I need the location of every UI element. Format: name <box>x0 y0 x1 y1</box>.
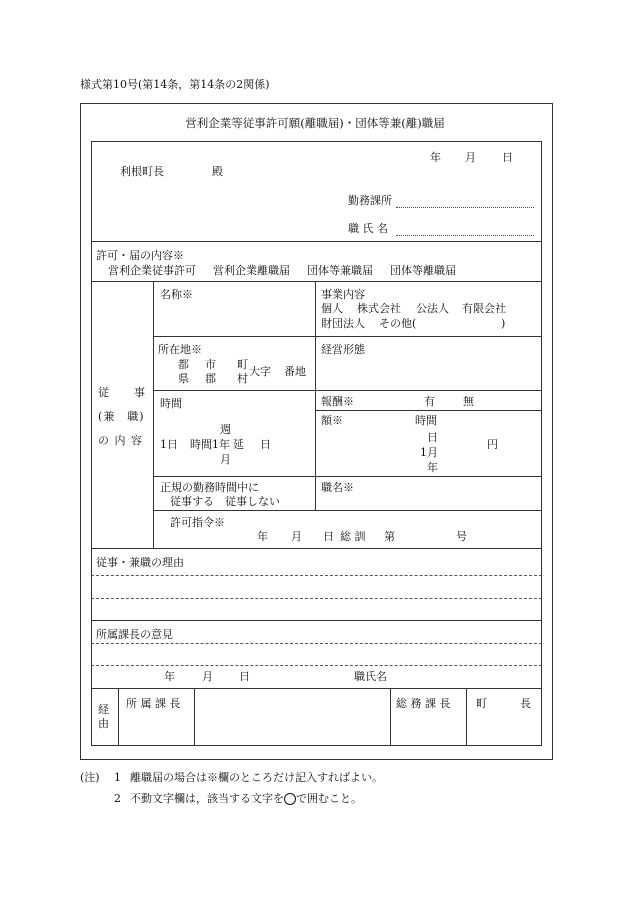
divider <box>91 241 542 242</box>
time-day: 1日 <box>160 438 178 451</box>
loc-banchi: 番地 <box>284 365 306 378</box>
form-table <box>91 141 542 746</box>
pay-no[interactable]: 無 <box>463 395 474 408</box>
form-number: 様式第10号(第14条，第14条の2関係) <box>80 78 270 91</box>
notes-prefix: (注) <box>80 771 100 784</box>
divider <box>194 688 195 746</box>
opinion-day: 日 <box>239 670 250 683</box>
amount-day: 日 <box>427 431 438 444</box>
time-days: 日 <box>260 438 271 451</box>
divider <box>466 688 467 746</box>
mayor-label-2: 長 <box>520 697 531 710</box>
divider <box>91 620 542 621</box>
note-2-number: 2 <box>114 792 121 805</box>
divider <box>91 688 542 689</box>
business-opt-other[interactable]: その他( <box>379 317 417 330</box>
divider <box>153 390 542 391</box>
time-year: 1年 <box>212 438 230 451</box>
department-field[interactable] <box>396 207 534 208</box>
order-year: 年 <box>257 530 268 543</box>
date-day: 日 <box>502 151 513 164</box>
department-label: 勤務課所 <box>348 194 392 207</box>
business-opt-individual[interactable]: 個人 <box>321 302 343 315</box>
note-1-number: 1 <box>114 771 121 784</box>
reason-line[interactable] <box>91 598 542 599</box>
divider <box>390 688 391 746</box>
permit-option-3[interactable]: 団体等兼職届 <box>307 264 373 277</box>
loc-shi: 市 <box>205 358 216 371</box>
amount-year: 年 <box>427 461 438 474</box>
pay-label: 報酬※ <box>321 395 354 408</box>
loc-son: 村 <box>237 372 248 385</box>
reason-line[interactable] <box>91 575 542 576</box>
divider <box>153 476 542 477</box>
engagement-label-1: 従 事 <box>98 386 146 399</box>
permit-option-2[interactable]: 営利企業離職届 <box>213 264 290 277</box>
time-total: 延 <box>233 438 244 451</box>
form-title: 営利企業等従事許可願(離職届)・団体等兼(離)職届 <box>185 116 445 130</box>
management-label: 経営形態 <box>321 343 365 356</box>
business-label: 事業内容 <box>321 288 365 301</box>
opinion-name-label: 職氏名 <box>354 670 387 683</box>
note-2-text-b: で囲むこと。 <box>296 792 362 805</box>
addressee: 利根町長 <box>120 165 164 178</box>
date-month: 月 <box>465 151 476 164</box>
order-kind: 総 訓 <box>340 530 366 543</box>
divider <box>153 336 542 337</box>
amount-hours: 時間 <box>415 414 437 427</box>
divider <box>118 688 119 746</box>
loc-aza: 大字 <box>249 365 271 378</box>
order-go: 号 <box>456 530 467 543</box>
addressee-suffix: 殿 <box>212 165 223 178</box>
opinion-year: 年 <box>164 670 175 683</box>
opinion-month: 月 <box>202 670 213 683</box>
regular-hours-label: 正規の勤務時間中に <box>160 481 259 494</box>
permit-label: 許可・届の内容※ <box>96 249 184 262</box>
opinion-line[interactable] <box>91 665 542 666</box>
note-2 <box>130 792 362 805</box>
loc-ken: 県 <box>178 372 189 385</box>
amount-month: 1月 <box>420 446 438 459</box>
business-opt-foundation[interactable]: 財団法人 <box>321 317 365 330</box>
time-hours: 時間 <box>190 438 212 451</box>
loc-to: 都 <box>178 358 189 371</box>
note-2-text-a: 不動文字欄は，該当する文字を <box>130 792 284 805</box>
order-day: 日 <box>323 530 334 543</box>
loc-gun: 郡 <box>205 372 216 385</box>
regular-hours-options[interactable]: 従事する 従事しない <box>170 495 280 508</box>
opinion-label: 所属課長の意見 <box>96 628 173 641</box>
divider <box>153 510 542 511</box>
date-year: 年 <box>430 151 441 164</box>
pay-yes[interactable]: 有 <box>424 395 435 408</box>
business-opt-yk[interactable]: 有限会社 <box>462 302 506 315</box>
divider <box>153 281 154 548</box>
section-chief-label: 所 属 課 長 <box>126 697 181 710</box>
time-label: 時間 <box>160 397 182 410</box>
post-label: 職名※ <box>321 481 354 494</box>
business-opt-public[interactable]: 公法人 <box>416 302 449 315</box>
business-opt-kk[interactable]: 株式会社 <box>357 302 401 315</box>
engagement-label-3: の 内 容 <box>98 434 143 447</box>
permit-option-1[interactable]: 営利企業従事許可 <box>108 264 196 277</box>
order-month: 月 <box>291 530 302 543</box>
name-label: 職 氏 名 <box>348 222 388 235</box>
loc-cho: 町 <box>237 358 248 371</box>
amount-yen: 円 <box>487 438 498 451</box>
permit-option-4[interactable]: 団体等離職届 <box>390 264 456 277</box>
circle-icon <box>284 793 296 805</box>
opinion-line[interactable] <box>91 643 542 644</box>
general-affairs-label: 総 務 課 長 <box>396 697 451 710</box>
org-name-label: 名称※ <box>160 288 193 301</box>
amount-label: 額※ <box>321 414 343 427</box>
time-month: 月 <box>220 453 231 466</box>
time-week: 週 <box>220 423 231 436</box>
location-label: 所在地※ <box>158 343 202 356</box>
routing-label-2: 由 <box>98 717 109 730</box>
business-opt-close: ) <box>501 317 506 330</box>
name-field[interactable] <box>396 235 534 236</box>
mayor-label-1: 町 <box>476 697 487 710</box>
divider <box>315 410 542 411</box>
note-1: 離職届の場合は※欄のところだけ記入すればよい。 <box>130 771 383 784</box>
order-no: 第 <box>384 530 395 543</box>
divider <box>91 548 542 549</box>
routing-label-1: 経 <box>98 703 109 716</box>
reason-label: 従事・兼職の理由 <box>96 556 184 569</box>
engagement-label-2: (兼 職) <box>98 410 145 423</box>
permit-order-label: 許可指令※ <box>170 516 225 529</box>
divider <box>91 281 542 282</box>
